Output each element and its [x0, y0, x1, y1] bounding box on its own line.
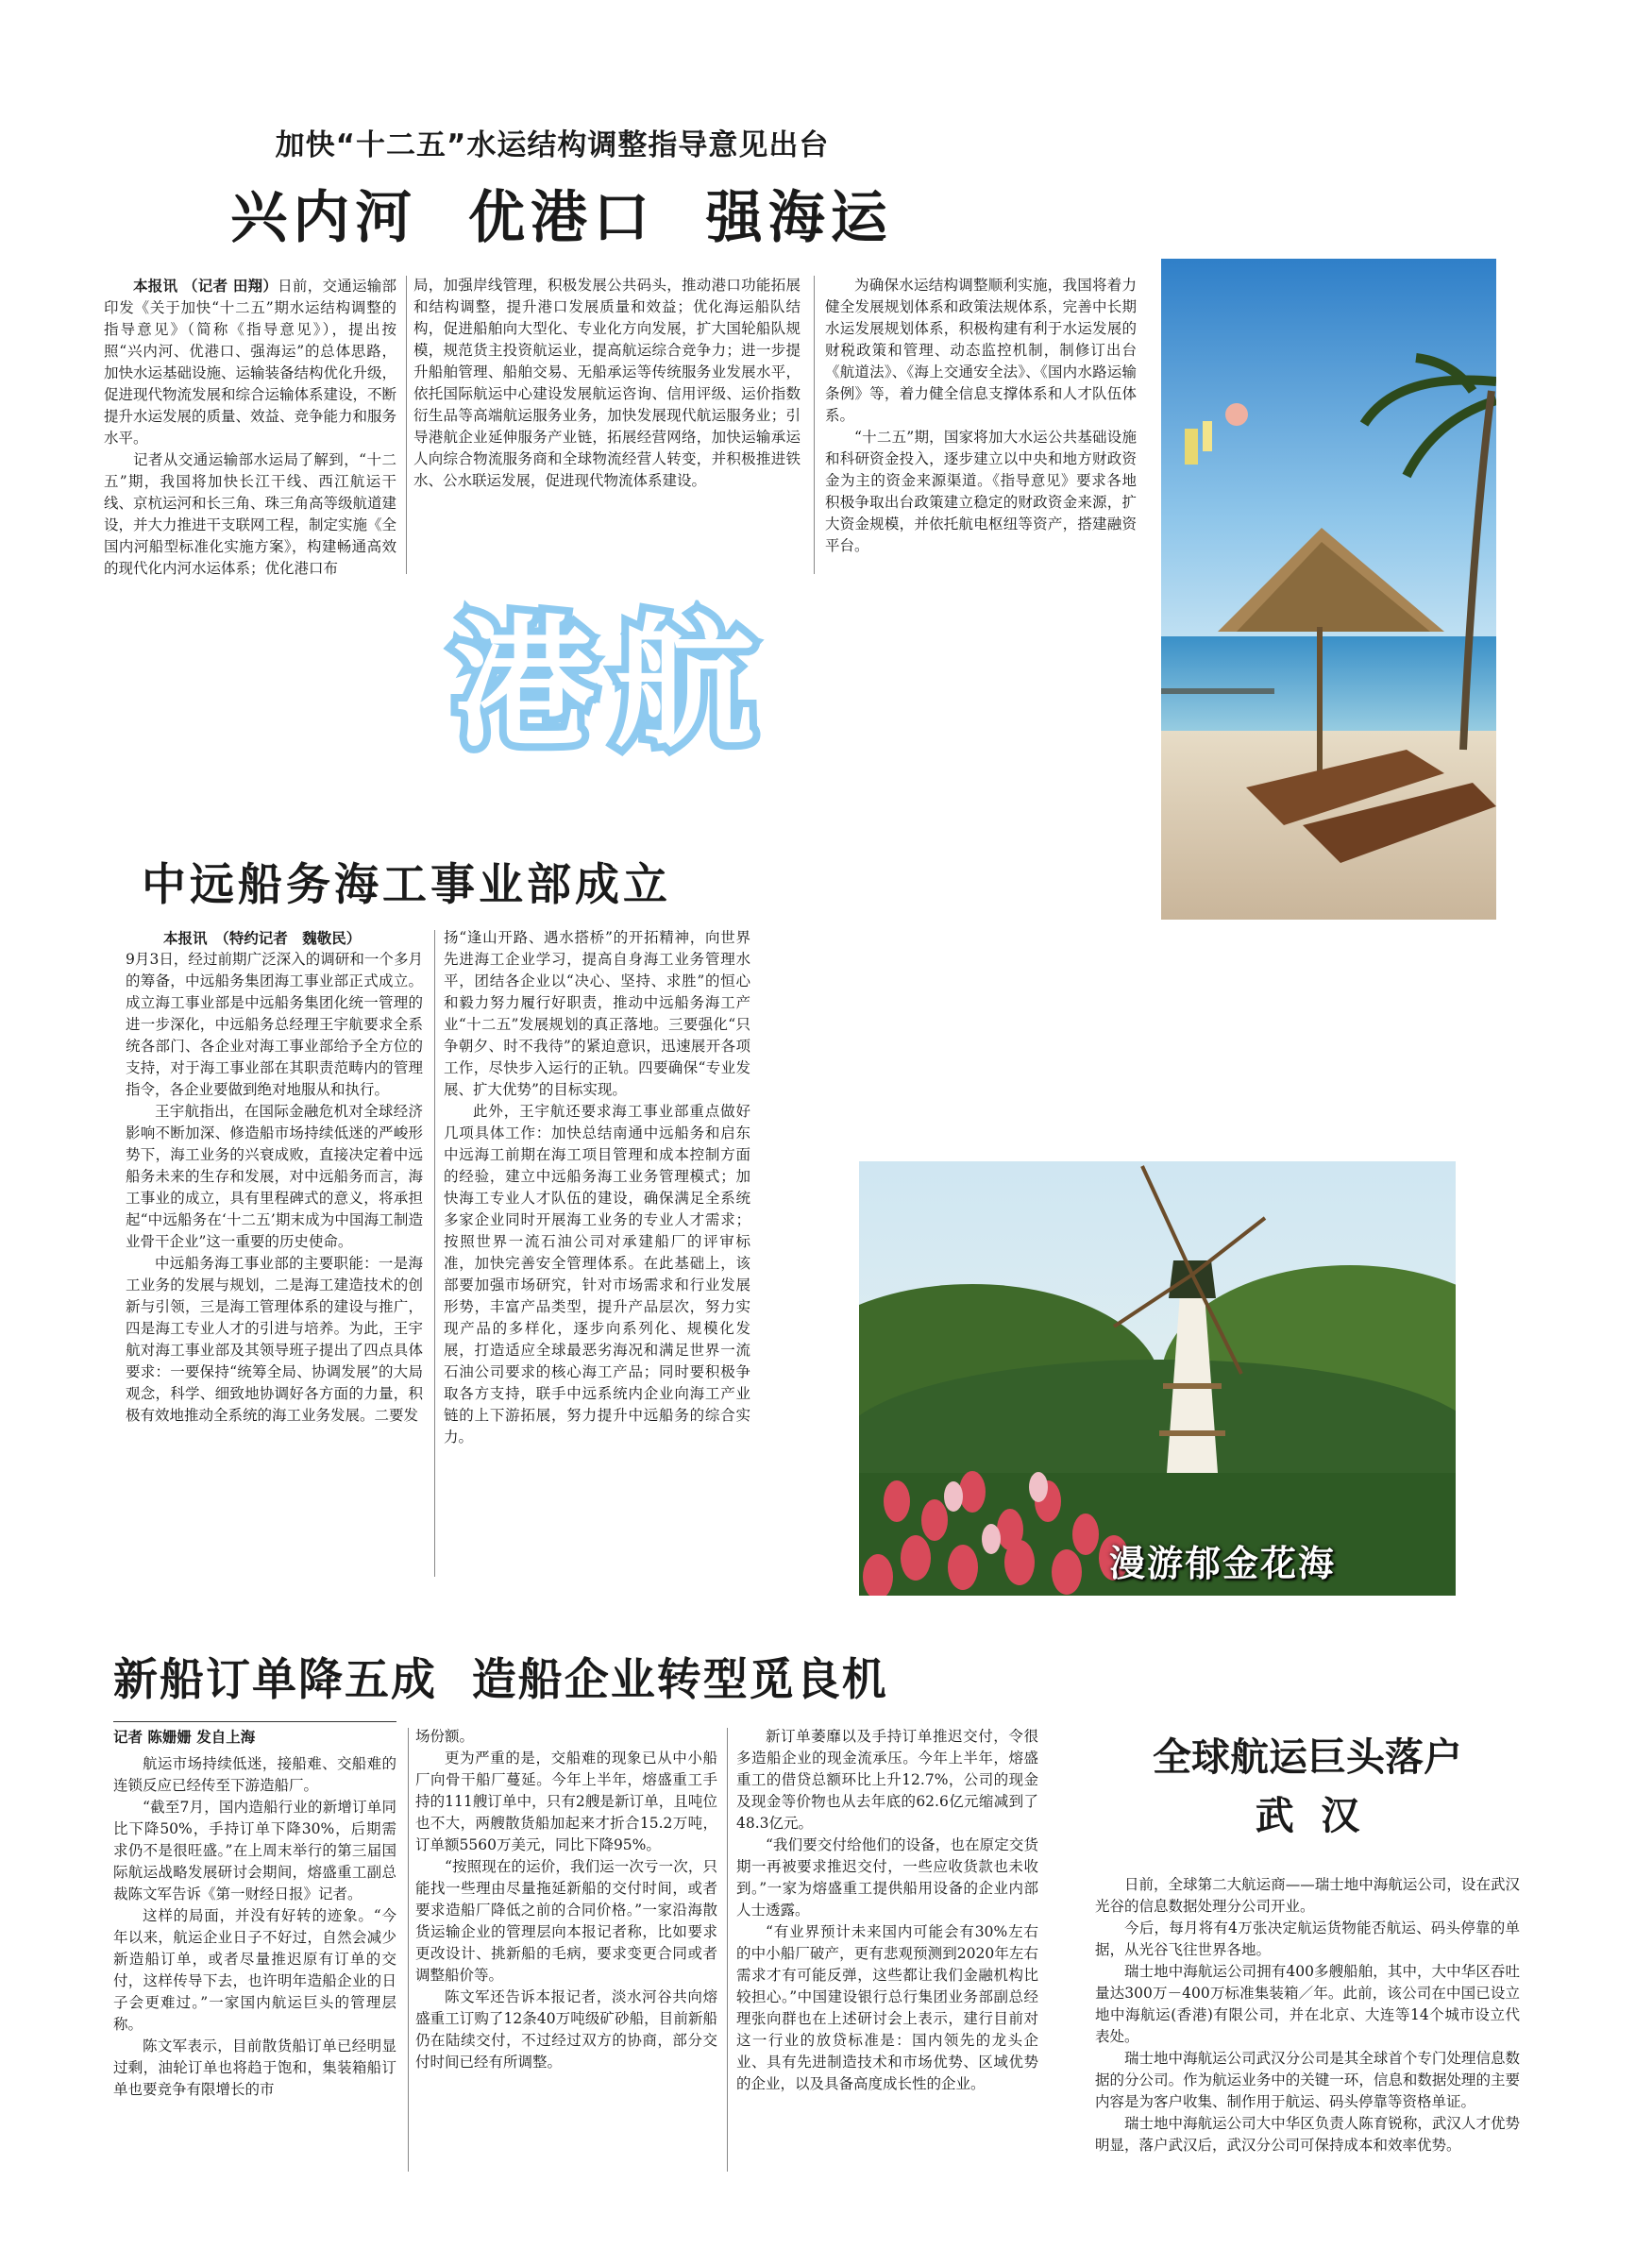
article3-paragraph: “按照现在的运价，我们运一次亏一次，只能找一些理由尽量拖延新船的交付时间，或者要求造船厂降低之前的合同价格。”一家沿海散货运输企业的管理层向本报记者称，比如要求更改设计、挑新船的毛病，要求变更合同或者调整船价等。: [415, 1858, 717, 1984]
article3-paragraph: 航运市场持续低迷，接船难、交船难的连锁反应已经传至下游造船厂。: [113, 1755, 396, 1794]
column-divider: [727, 1728, 728, 2172]
article2-paragraph: 中远船务海工事业部的主要职能：一是海工业务的发展与规划，二是海工建造技术的创新与引领，三是海工管理体系的建设与推广，四是海工专业人才的引进与培养。为此，王宇航对海工事业部及其领导班子提出了四点具体要求：一要保持“统筹全局、协调发展”的大局观念，科学、细致地协调好各方面的力量，积极有效地推动全系统的海工业务发展。二要发: [126, 1255, 423, 1424]
article2-column-1: [126, 927, 423, 1427]
article3-paragraph: 更为严重的是，交船难的现象已从中小船厂向骨干船厂蔓延。今年上半年，熔盛重工手持的111艘订单中，只有2艘是新订单，且吨位也不大，两艘散货船加起来才折合15.2万吨，订单额5560万美元，同比下降95%。: [415, 1750, 717, 1853]
article4-paragraph: 瑞士地中海航运公司拥有400多艘船舶，其中，大中华区吞吐量达300万－400万标准集装箱／年。此前，该公司在中国已设立地中海航运(香港)有限公司，并在北京、大连等14个城市设立代表处。: [1095, 1963, 1520, 2045]
article4-paragraph: 今后，每月将有4万张决定航运货物能否航运、码头停靠的单据，从光谷飞往世界各地。: [1095, 1919, 1520, 1958]
article2-title: 中远船务海工事业部成立: [142, 859, 671, 911]
windmill-photo-illustration: [859, 1161, 1456, 1596]
windmill-photo-caption: 漫游郁金花海: [1109, 1543, 1337, 1584]
article3-paragraph: “截至7月，国内造船行业的新增订单同比下降50%，手持订单下降30%，后期需求仍不是很旺盛。”在上周末举行的第三届国际航运战略发展研讨会期间，熔盛重工副总裁陈文军告诉《第一财经日报》记者。: [113, 1799, 396, 1902]
article1-column-2: [413, 275, 801, 492]
article2-paragraph: 扬“逢山开路、遇水搭桥”的开拓精神，向世界先进海工企业学习，提高自身海工业务管理水平，团结各企业以“决心、坚持、求胜”的恒心和毅力努力履行好职责，推动中远船务海工产业“十二五”发展规划的真正落地。三要强化“只争朝夕、时不我待”的紧迫意识，迅速展开各项工作，尽快步入运行的正轨。四要确保“专业发展、扩大优势”的目标实现。: [444, 929, 750, 1098]
article4-paragraph: 瑞士地中海航运公司大中华区负责人陈育锐称，武汉人才优势明显，落户武汉后，武汉分公司可保持成本和效率优势。: [1095, 2115, 1520, 2154]
article3-column-2: [415, 1726, 717, 2073]
article4-title: [1076, 1728, 1539, 1845]
article1-byline: 本报讯 （记者 田翔）: [133, 277, 278, 295]
beach-photo: [1161, 259, 1496, 920]
article2-paragraph: 王宇航指出，在国际金融危机对全球经济影响不断加深、修造船市场持续低迷的严峻形势下，海工业务的兴衰成败，直接决定着中远船务未来的生存和发展，对中远船务而言，海工事业的成立，具有里程碑式的意义，将承担起“中远船务在‘十二五’期末成为中国海工制造业骨干企业”这一重要的历史使命。: [126, 1103, 423, 1250]
article4-paragraph: 瑞士地中海航运公司武汉分公司是其全球首个专门处理信息数据的分公司。作为航运业务中的关键一环，信息和数据处理的主要内容是为客户收集、制作用于航运、码头停靠等资格单证。: [1095, 2050, 1520, 2110]
article3-byline: 记者 陈姗姗 发自上海: [113, 1728, 256, 1746]
article1-column-3: [825, 275, 1137, 557]
article1-paragraph: 局，加强岸线管理，积极发展公共码头，推动港口功能拓展和结构调整，提升港口发展质量和效益；优化海运船队结构，促进船舶向大型化、专业化方向发展，扩大国轮船队规模，规范货主投资航运业，提高航运综合竞争力；进一步提升船舶管理、船舶交易、无船承运等传统服务业发展水平，依托国际航运中心建设发展航运咨询、信用评级、运价指数衍生品等高端航运服务业务，加快发展现代航运服务业；引导港航企业延伸服务产业链，拓展经营网络，加快运输承运人向综合物流服务商和全球物流经营人转变，并积极推进铁水、公水联运发展，促进现代物流体系建设。: [413, 277, 801, 489]
article3-title: 新船订单降五成 造船企业转型觅良机: [113, 1654, 888, 1706]
article3-paragraph: 陈文军表示，目前散货船订单已经明显过剩，油轮订单也将趋于饱和，集装箱船订单也要竞争有限增长的市: [113, 2038, 396, 2098]
column-divider: [408, 1728, 409, 2172]
article3-column-3: [736, 1726, 1038, 2095]
article3-paragraph: 新订单萎靡以及手持订单推迟交付，令很多造船企业的现金流承压。今年上半年，熔盛重工的借贷总额环比上升12.7%，公司的现金及现金等价物也从去年底的62.6亿元缩减到了48.3亿元。: [736, 1728, 1038, 1832]
article4-paragraph: 日前，全球第二大航运商——瑞士地中海航运公司，设在武汉光谷的信息数据处理分公司开业。: [1095, 1876, 1520, 1915]
article4-body: [1095, 1874, 1520, 2156]
article2-byline: 本报讯 （特约记者 魏敬民）: [163, 929, 362, 947]
article1-subtitle: 加快“十二五”水运结构调整指导意见出台: [275, 128, 830, 162]
article3-paragraph: “有业界预计未来国内可能会有30%左右的中小船厂破产，更有悲观预测到2020年左右需求才有可能反弹，这些都让我们金融机构比较担心。”中国建设银行总行集团业务部副总经理张向群也在上述研讨会上表示，建行目前对这一行业的放贷标准是：国内领先的龙头企业、具有先进制造技术和市场优势、区域优势的企业，以及具备高度成长性的企业。: [736, 1923, 1038, 2092]
article2-paragraph: 9月3日，经过前期广泛深入的调研和一个多月的筹备，中远船务集团海工事业部正式成立。成立海工事业部是中远船务集团化统一管理的进一步深化，中远船务总经理王宇航要求全系统各部门、各企业对海工事业部给予全方位的支持，对于海工事业部在其职责范畴内的管理指令，各企业要做到绝对地服从和执行。: [126, 951, 423, 1098]
article3-paragraph: 陈文军还告诉本报记者，淡水河谷共向熔盛重工订购了12条40万吨级矿砂船，目前新船仍在陆续交付，不过经过双方的协商，部分交付时间已经有所调整。: [415, 1988, 717, 2071]
article1-paragraph: 记者从交通运输部水运局了解到，“十二五”期，我国将加快长江干线、西江航运干线、京杭运河和长三角、珠三角高等级航道建设，并大力推进干支联网工程，制定实施《全国内河船型标准化实施方案》，构建畅通高效的现代化内河水运体系；优化港口布: [104, 451, 397, 577]
article1-paragraph: “十二五”期，国家将加大水运公共基础设施和科研资金投入，逐步建立以中央和地方财政资金为主的资金来源渠道。《指导意见》要求各地积极争取出台政策建立稳定的财政资金来源，扩大资金规模，并依托航电枢纽等资产，搭建融资平台。: [825, 429, 1137, 554]
windmill-photo: [859, 1161, 1456, 1596]
column-divider: [814, 276, 815, 574]
article4-title-line2: 武 汉: [1255, 1793, 1360, 1838]
article1-paragraph: 为确保水运结构调整顺利实施，我国将着力健全发展规划体系和政策法规体系，完善中长期水运发展规划体系，积极构建有利于水运发展的财税政策和管理、动态监控机制，制修订出台《航道法》、《海上交通安全法》、《国内水路运输条例》等，着力健全信息支撑体系和人才队伍体系。: [825, 277, 1137, 424]
column-divider: [406, 276, 407, 574]
title-underline: [113, 1721, 396, 1722]
article4-title-line1: 全球航运巨头落户: [1153, 1734, 1462, 1780]
column-divider: [434, 930, 435, 1577]
article2-paragraph: 此外，王宇航还要求海工事业部重点做好几项具体工作：加快总结南通中远船务和启东中远海工前期在海工项目管理和成本控制方面的经验，建立中远船务海工业务管理模式；加快海工专业人才队伍的建设，确保满足全系统多家企业同时开展海工业务的专业人才需求；按照世界一流石油公司对承建船厂的评审标准，加快完善安全管理体系。在此基础上，该部要加强市场研究，针对市场需求和行业发展形势，丰富产品类型，提升产品层次，努力实现产品的多样化，逐步向系列化、规模化发展，打造适应全球最恶劣海况和满足世界一流石油公司要求的核心海工产品；同时要积极争取各方支持，联手中远系统内企业向海工产业链的上下游拓展，努力提升中远船务的综合实力。: [444, 1103, 750, 1446]
article1-paragraph: 日前，交通运输部印发《关于加快“十二五”期水运结构调整的指导意见》（简称《指导意见》），提出按照“兴内河、优港口、强海运”的总体思路，加快水运基础设施、运输装备结构优化升级，促进现代物流发展和综合运输体系建设，不断提升水运发展的质量、效益、竞争能力和服务水平。: [104, 278, 397, 447]
article1-title: 兴内河 优港口 强海运: [230, 185, 893, 251]
beach-photo-illustration: [1161, 259, 1496, 920]
article3-column-1: [113, 1726, 396, 2101]
article3-paragraph: 这样的局面，并没有好转的迹象。“今年以来，航运企业日子不好过，自然会减少新造船订单，或者尽量推迟原有订单的交付，这样传导下去，也许明年造船企业的日子会更难过。”一家国内航运巨头的管理层称。: [113, 1907, 396, 2033]
article1-column-1: [104, 275, 396, 580]
section-logo: 港航: [453, 602, 775, 767]
article2-column-2: [444, 927, 750, 1448]
article3-paragraph: “我们要交付给他们的设备，也在原定交货期一再被要求推迟交付，一些应收货款也未收到。”一家为熔盛重工提供船用设备的企业内部人士透露。: [736, 1836, 1038, 1919]
article3-paragraph: 场份额。: [415, 1728, 475, 1745]
